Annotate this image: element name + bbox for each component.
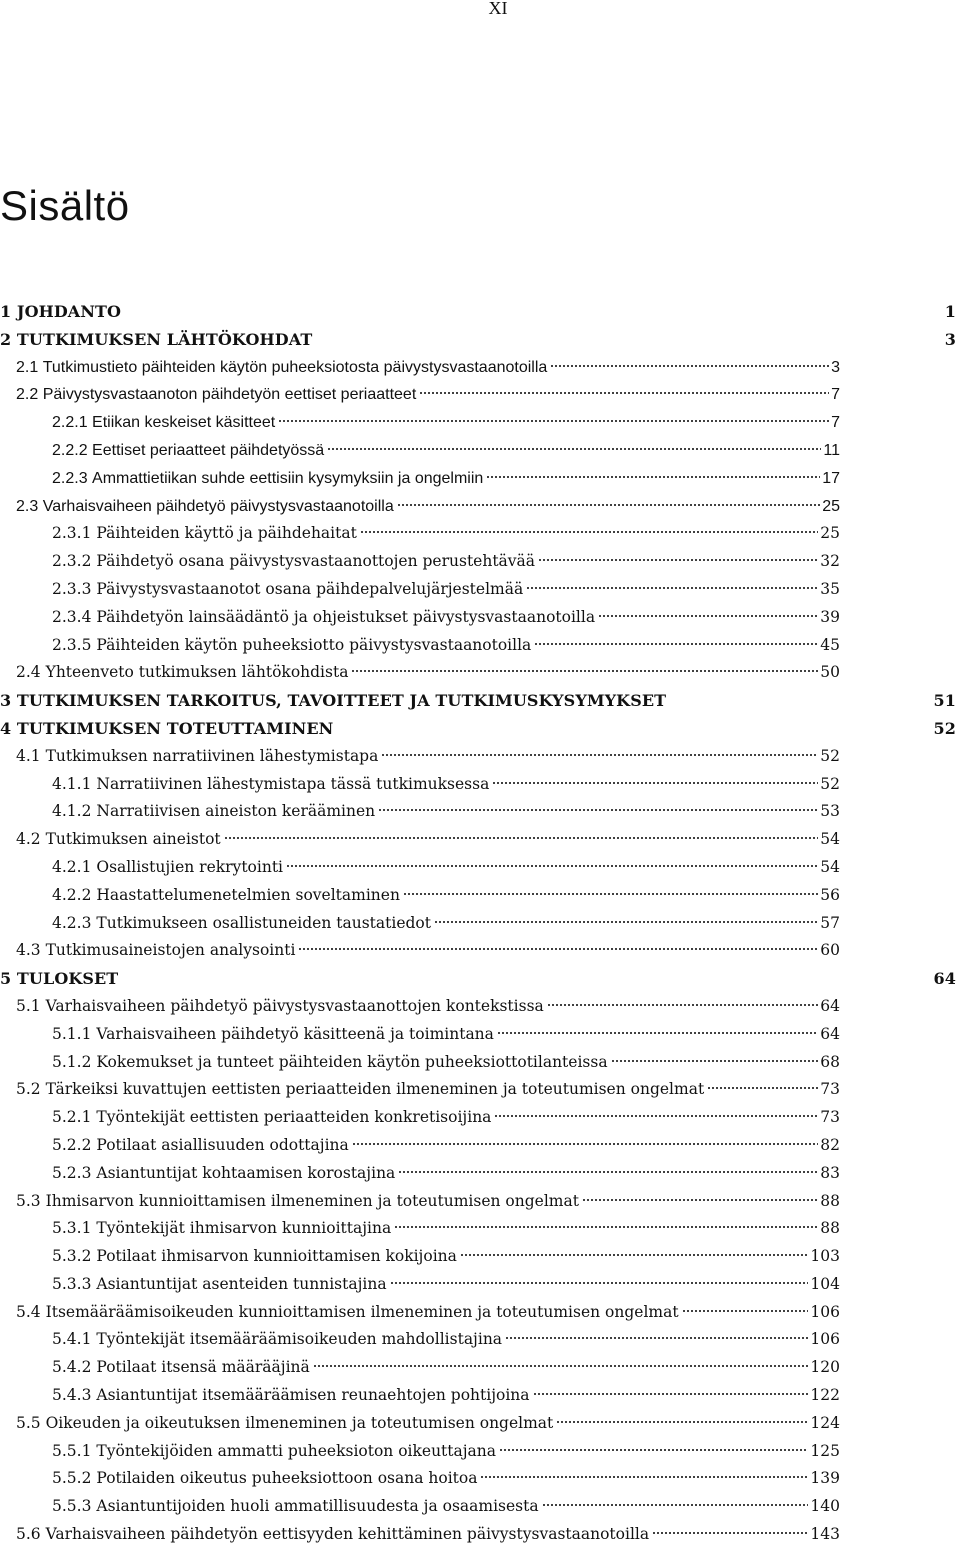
toc-entry-page: 53	[820, 802, 840, 821]
toc-entry-label: Potilaiden oikeutus puheeksiottoon osana hoitoa	[96, 1469, 478, 1488]
toc-entry-label: Ihmisarvon kunnioittamisen ilmeneminen ja toteutumisen ongelmat	[45, 1191, 579, 1210]
toc-entry[interactable]	[0, 1132, 840, 1160]
toc-entry[interactable]	[0, 465, 840, 493]
toc-entry-page: 45	[820, 635, 840, 654]
toc-entry[interactable]	[0, 1160, 840, 1188]
toc-entry-page: 73	[820, 1080, 840, 1099]
toc-entry[interactable]	[0, 854, 840, 882]
toc-entry-page: 104	[810, 1274, 840, 1293]
toc-entry[interactable]	[0, 326, 956, 354]
toc-dot-leader	[403, 891, 818, 897]
toc-dot-leader	[533, 1391, 809, 1397]
toc-entry[interactable]	[0, 409, 840, 437]
toc-entry-label: Työntekijät ihmisarvon kunnioittajina	[96, 1219, 392, 1238]
toc-dot-leader	[682, 1308, 809, 1314]
toc-dot-leader	[460, 1252, 809, 1258]
toc-entry-page: 125	[810, 1441, 840, 1460]
toc-entry-page: 32	[820, 552, 840, 571]
toc-entry[interactable]	[0, 1326, 840, 1354]
toc-dot-leader	[480, 1474, 808, 1480]
toc-entry-page: 120	[810, 1358, 840, 1377]
toc-dot-leader	[494, 1113, 818, 1119]
toc-entry-label: Ammattietiikan suhde eettisiin kysymyksiin ja ongelmiin	[92, 469, 484, 487]
toc-entry[interactable]	[0, 1438, 840, 1466]
page-title: Sisältö	[0, 182, 130, 229]
toc-entry-number: 5.1.2	[52, 1052, 92, 1071]
toc-entry[interactable]	[0, 604, 840, 632]
toc-entry[interactable]	[0, 715, 956, 743]
toc-entry[interactable]	[0, 520, 840, 548]
toc-entry-page: 54	[820, 830, 840, 849]
toc-entry-page: 52	[820, 774, 840, 793]
toc-entry-number: 4	[0, 718, 12, 738]
toc-entry[interactable]	[0, 437, 840, 465]
toc-entry-label: Tutkimuksen narratiivinen lähestymistapa	[45, 746, 379, 765]
toc-entry-number: 1	[0, 302, 12, 321]
toc-entry-number: 5.5	[16, 1413, 41, 1432]
toc-entry-page: 64	[820, 996, 840, 1015]
toc-dot-leader	[547, 1002, 819, 1008]
toc-entry-label: Varhaisvaiheen päihdetyö päivystysvastaanottojen kontekstissa	[45, 996, 544, 1015]
toc-entry-label: Päihdetyön lainsäädäntö ja ohjeistukset päivystysvastaanotoilla	[96, 607, 596, 626]
toc-entry-label: Päivystysvastaanoton päihdetyön eettiset periaatteet	[42, 386, 417, 404]
toc-entry-number: 4.2.3	[52, 913, 92, 932]
toc-entry-page: 3	[831, 358, 840, 376]
toc-dot-leader	[224, 835, 819, 841]
toc-dot-leader	[381, 752, 818, 758]
toc-entry[interactable]	[0, 1465, 840, 1493]
toc-dot-leader	[286, 863, 818, 869]
toc-dot-leader	[398, 1169, 818, 1175]
toc-entry-page: 60	[820, 941, 840, 960]
toc-entry-label: Tutkimukseen osallistuneiden taustatiedot	[96, 913, 431, 932]
toc-entry[interactable]	[0, 826, 840, 854]
toc-entry-label: Tutkimustieto päihteiden käytön puheeksiotosta päivystysvastaanotoilla	[42, 358, 548, 376]
toc-entry-label: Päihdetyö osana päivystysvastaanottojen perustehtävää	[96, 552, 536, 571]
toc-entry-label: Narratiivisen aineiston kerääminen	[96, 802, 376, 821]
toc-entry-page: 88	[820, 1219, 840, 1238]
toc-entry[interactable]	[0, 1021, 840, 1049]
toc-entry-number: 5.5.2	[52, 1469, 92, 1488]
toc-entry-label: Asiantuntijat asenteiden tunnistajina	[96, 1274, 387, 1293]
toc-entry-number: 4.1.2	[52, 802, 92, 821]
toc-entry-page: 73	[820, 1108, 840, 1127]
toc-dot-leader	[534, 641, 818, 647]
toc-dot-leader	[526, 585, 818, 591]
toc-dot-leader	[505, 1335, 808, 1341]
toc-dot-leader	[352, 1141, 819, 1147]
toc-entry-page: 25	[820, 524, 840, 543]
toc-dot-leader	[556, 1419, 808, 1425]
toc-entry-number: 2.3.2	[52, 552, 92, 571]
toc-entry[interactable]	[0, 965, 956, 993]
toc-entry-page: 56	[820, 885, 840, 904]
toc-entry-page: 106	[810, 1330, 840, 1349]
toc-entry-label: Narratiivinen lähestymistapa tässä tutkimuksessa	[96, 774, 490, 793]
toc-dot-leader	[419, 390, 829, 396]
toc-entry[interactable]	[0, 910, 840, 938]
toc-entry-number: 4.1.1	[52, 774, 92, 793]
toc-dot-leader	[499, 1447, 808, 1453]
toc-entry-page: 51	[933, 691, 956, 711]
toc-entry-label: Työntekijöiden ammatti puheeksioton oikeuttajana	[96, 1441, 497, 1460]
toc-entry[interactable]	[0, 1410, 840, 1438]
toc-entry-number: 2.3.5	[52, 635, 92, 654]
toc-entry-page: 35	[820, 579, 840, 598]
toc-dot-leader	[378, 807, 818, 813]
toc-entry-number: 2.3.1	[52, 524, 92, 543]
toc-entry-label: Potilaat ihmisarvon kunnioittamisen kokijoina	[96, 1247, 457, 1266]
toc-entry-number: 2.3	[16, 497, 39, 515]
toc-entry-label: TUTKIMUKSEN TOTEUTTAMINEN	[16, 718, 334, 738]
toc-entry-number: 3	[0, 691, 12, 711]
toc-entry-number: 2.2	[16, 386, 39, 404]
toc-dot-leader	[313, 1363, 809, 1369]
toc-entry-page: 7	[831, 386, 840, 404]
toc-entry-label: Tutkimuksen aineistot	[45, 830, 221, 849]
toc-entry[interactable]	[0, 632, 840, 660]
toc-entry-number: 5.3.1	[52, 1219, 92, 1238]
toc-entry-page: 57	[820, 913, 840, 932]
toc-entry-page: 82	[820, 1135, 840, 1154]
toc-entry[interactable]	[0, 354, 840, 382]
toc-entry-number: 4.1	[16, 746, 41, 765]
toc-dot-leader	[390, 1280, 809, 1286]
toc-entry-label: Eettiset periaatteet päihdetyössä	[92, 441, 325, 459]
toc-dot-leader	[611, 1058, 819, 1064]
toc-entry-number: 5.3.2	[52, 1247, 92, 1266]
toc-entry[interactable]	[0, 548, 840, 576]
toc-dot-leader	[497, 1030, 818, 1036]
toc-entry-page: 83	[820, 1163, 840, 1182]
toc-entry[interactable]	[0, 576, 840, 604]
toc-entry-number: 5.4.2	[52, 1358, 92, 1377]
toc-entry-number: 4.2.1	[52, 857, 92, 876]
toc-entry-label: Varhaisvaiheen päihdetyö päivystysvastaanotoilla	[42, 497, 394, 515]
toc-dot-leader	[327, 446, 821, 452]
toc-entry-label: Työntekijät eettisten periaatteiden konkretisoijina	[96, 1108, 492, 1127]
toc-entry-page: 54	[820, 857, 840, 876]
toc-entry-page: 122	[810, 1386, 840, 1405]
toc-entry-number: 2.4	[16, 663, 41, 682]
toc-entry-page: 64	[933, 969, 956, 989]
toc-entry-number: 4.2	[16, 830, 41, 849]
toc-entry-page: 3	[944, 329, 956, 349]
toc-entry[interactable]	[0, 1243, 840, 1271]
toc-entry-number: 5.3	[16, 1191, 41, 1210]
toc-entry[interactable]	[0, 493, 840, 521]
toc-entry-label: TUTKIMUKSEN LÄHTÖKOHDAT	[16, 329, 313, 349]
table-of-contents	[0, 298, 956, 1549]
toc-dot-leader	[550, 363, 829, 369]
toc-entry-label: Asiantuntijat kohtaamisen korostajina	[96, 1163, 396, 1182]
toc-entry-page: 7	[831, 414, 840, 432]
toc-entry[interactable]	[0, 1271, 840, 1299]
toc-dot-leader	[486, 474, 820, 480]
toc-entry-number: 5.2.1	[52, 1108, 92, 1127]
toc-entry[interactable]	[0, 798, 840, 826]
toc-entry-number: 5.1.1	[52, 1024, 92, 1043]
toc-entry-label: Haastattelumenetelmien soveltaminen	[96, 885, 400, 904]
toc-entry-label: JOHDANTO	[16, 302, 122, 321]
toc-entry-label: Asiantuntijoiden huoli ammatillisuudesta ja osaamisesta	[96, 1497, 539, 1516]
toc-dot-leader	[434, 919, 818, 925]
toc-entry-number: 5.5.3	[52, 1497, 92, 1516]
toc-dot-leader	[538, 557, 818, 563]
toc-entry-label: Päihteiden käyttö ja päihdehaitat	[96, 524, 357, 543]
toc-entry-page: 68	[820, 1052, 840, 1071]
toc-entry[interactable]	[0, 687, 956, 715]
toc-entry[interactable]	[0, 771, 840, 799]
toc-entry[interactable]	[0, 1104, 840, 1132]
toc-entry-label: Varhaisvaiheen päihdetyön eettisyyden kehittäminen päivystysvastaanotoilla	[45, 1525, 650, 1544]
toc-entry-label: Osallistujien rekrytointi	[96, 857, 284, 876]
toc-entry-number: 2.3.4	[52, 607, 92, 626]
toc-entry-number: 5.2.3	[52, 1163, 92, 1182]
toc-entry-number: 5.4	[16, 1302, 41, 1321]
toc-entry-number: 5.1	[16, 996, 41, 1015]
toc-entry-label: Potilaat itsensä määrääjinä	[96, 1358, 310, 1377]
toc-entry-page: 139	[810, 1469, 840, 1488]
toc-entry[interactable]	[0, 993, 840, 1021]
toc-entry-page: 39	[820, 607, 840, 626]
toc-entry[interactable]	[0, 381, 840, 409]
toc-entry[interactable]	[0, 1382, 840, 1410]
toc-entry-number: 2	[0, 329, 12, 349]
toc-entry-label: TULOKSET	[16, 969, 119, 989]
toc-entry-number: 2.2.2	[52, 441, 88, 459]
toc-entry-number: 2.1	[16, 358, 39, 376]
toc-entry[interactable]	[0, 1188, 840, 1216]
toc-entry[interactable]	[0, 1493, 840, 1521]
toc-entry-page: 124	[810, 1413, 840, 1432]
toc-entry[interactable]	[0, 743, 840, 771]
toc-entry-page: 52	[933, 718, 956, 738]
toc-entry-label: Yhteenveto tutkimuksen lähtökohdista	[45, 663, 349, 682]
toc-entry-page: 50	[820, 663, 840, 682]
toc-entry-page: 103	[810, 1247, 840, 1266]
toc-entry-number: 5.2.2	[52, 1135, 92, 1154]
toc-dot-leader	[598, 613, 818, 619]
toc-dot-leader	[360, 529, 818, 535]
toc-entry-label: Kokemukset ja tunteet päihteiden käytön puheeksiottotilanteissa	[96, 1052, 608, 1071]
toc-entry-page: 64	[820, 1024, 840, 1043]
toc-entry[interactable]	[0, 1215, 840, 1243]
toc-entry-page: 11	[823, 441, 840, 459]
toc-entry-label: Tärkeiksi kuvattujen eettisten periaatteiden ilmeneminen ja toteutumisen ongelmat	[45, 1080, 705, 1099]
toc-entry-label: Itsemääräämisoikeuden kunnioittamisen ilmeneminen ja toteutumisen ongelmat	[45, 1302, 679, 1321]
toc-entry[interactable]	[0, 659, 840, 687]
toc-entry-label: Asiantuntijat itsemääräämisen reunaehtojen pohtijoina	[96, 1386, 530, 1405]
toc-entry-page: 25	[822, 497, 840, 515]
toc-entry-page: 140	[810, 1497, 840, 1516]
toc-dot-leader	[394, 1224, 818, 1230]
toc-entry[interactable]	[0, 937, 840, 965]
toc-entry[interactable]	[0, 1076, 840, 1104]
toc-entry-page: 17	[822, 469, 840, 487]
toc-entry-number: 5.4.1	[52, 1330, 92, 1349]
toc-entry-page: 143	[810, 1525, 840, 1544]
toc-dot-leader	[397, 502, 820, 508]
page-number: XI	[488, 0, 508, 18]
toc-entry-label: Varhaisvaiheen päihdetyö käsitteenä ja toimintana	[96, 1024, 494, 1043]
toc-entry-page: 106	[810, 1302, 840, 1321]
toc-dot-leader	[542, 1502, 809, 1508]
toc-entry-page: 1	[944, 302, 956, 321]
toc-entry-number: 5.3.3	[52, 1274, 92, 1293]
toc-entry-number: 5.4.3	[52, 1386, 92, 1405]
toc-entry-label: Päihteiden käytön puheeksiotto päivystysvastaanotoilla	[96, 635, 532, 654]
toc-entry-number: 5	[0, 969, 12, 989]
toc-entry-label: Potilaat asiallisuuden odottajina	[96, 1135, 349, 1154]
toc-entry-number: 2.2.3	[52, 469, 88, 487]
toc-entry[interactable]	[0, 1049, 840, 1077]
toc-entry-label: Tutkimusaineistojen analysointi	[45, 941, 296, 960]
toc-entry-label: Etiikan keskeiset käsitteet	[92, 414, 276, 432]
toc-entry-label: Työntekijät itsemääräämisoikeuden mahdollistajina	[96, 1330, 503, 1349]
toc-entry-number: 2.2.1	[52, 414, 88, 432]
toc-entry-label: Oikeuden ja oikeutuksen ilmeneminen ja toteutumisen ongelmat	[45, 1413, 554, 1432]
toc-entry-number: 4.3	[16, 941, 41, 960]
toc-entry-label: TUTKIMUKSEN TARKOITUS, TAVOITTEET JA TUTKIMUSKYSYMYKSET	[16, 691, 667, 711]
toc-entry-number: 5.5.1	[52, 1441, 92, 1460]
toc-dot-leader	[492, 780, 818, 786]
toc-dot-leader	[652, 1530, 808, 1536]
toc-entry[interactable]	[0, 298, 956, 326]
toc-entry[interactable]	[0, 882, 840, 910]
toc-entry-number: 2.3.3	[52, 579, 92, 598]
toc-entry[interactable]	[0, 1354, 840, 1382]
toc-dot-leader	[298, 946, 818, 952]
toc-entry-number: 4.2.2	[52, 885, 92, 904]
toc-entry-number: 5.6	[16, 1525, 41, 1544]
toc-entry-page: 52	[820, 746, 840, 765]
toc-entry-label: Päivystysvastaanotot osana päihdepalvelujärjestelmää	[96, 579, 524, 598]
toc-dot-leader	[351, 668, 818, 674]
toc-entry-number: 5.2	[16, 1080, 41, 1099]
toc-dot-leader	[707, 1085, 818, 1091]
toc-dot-leader	[582, 1197, 818, 1203]
toc-dot-leader	[278, 418, 829, 424]
toc-entry-page: 88	[820, 1191, 840, 1210]
toc-entry[interactable]	[0, 1299, 840, 1327]
